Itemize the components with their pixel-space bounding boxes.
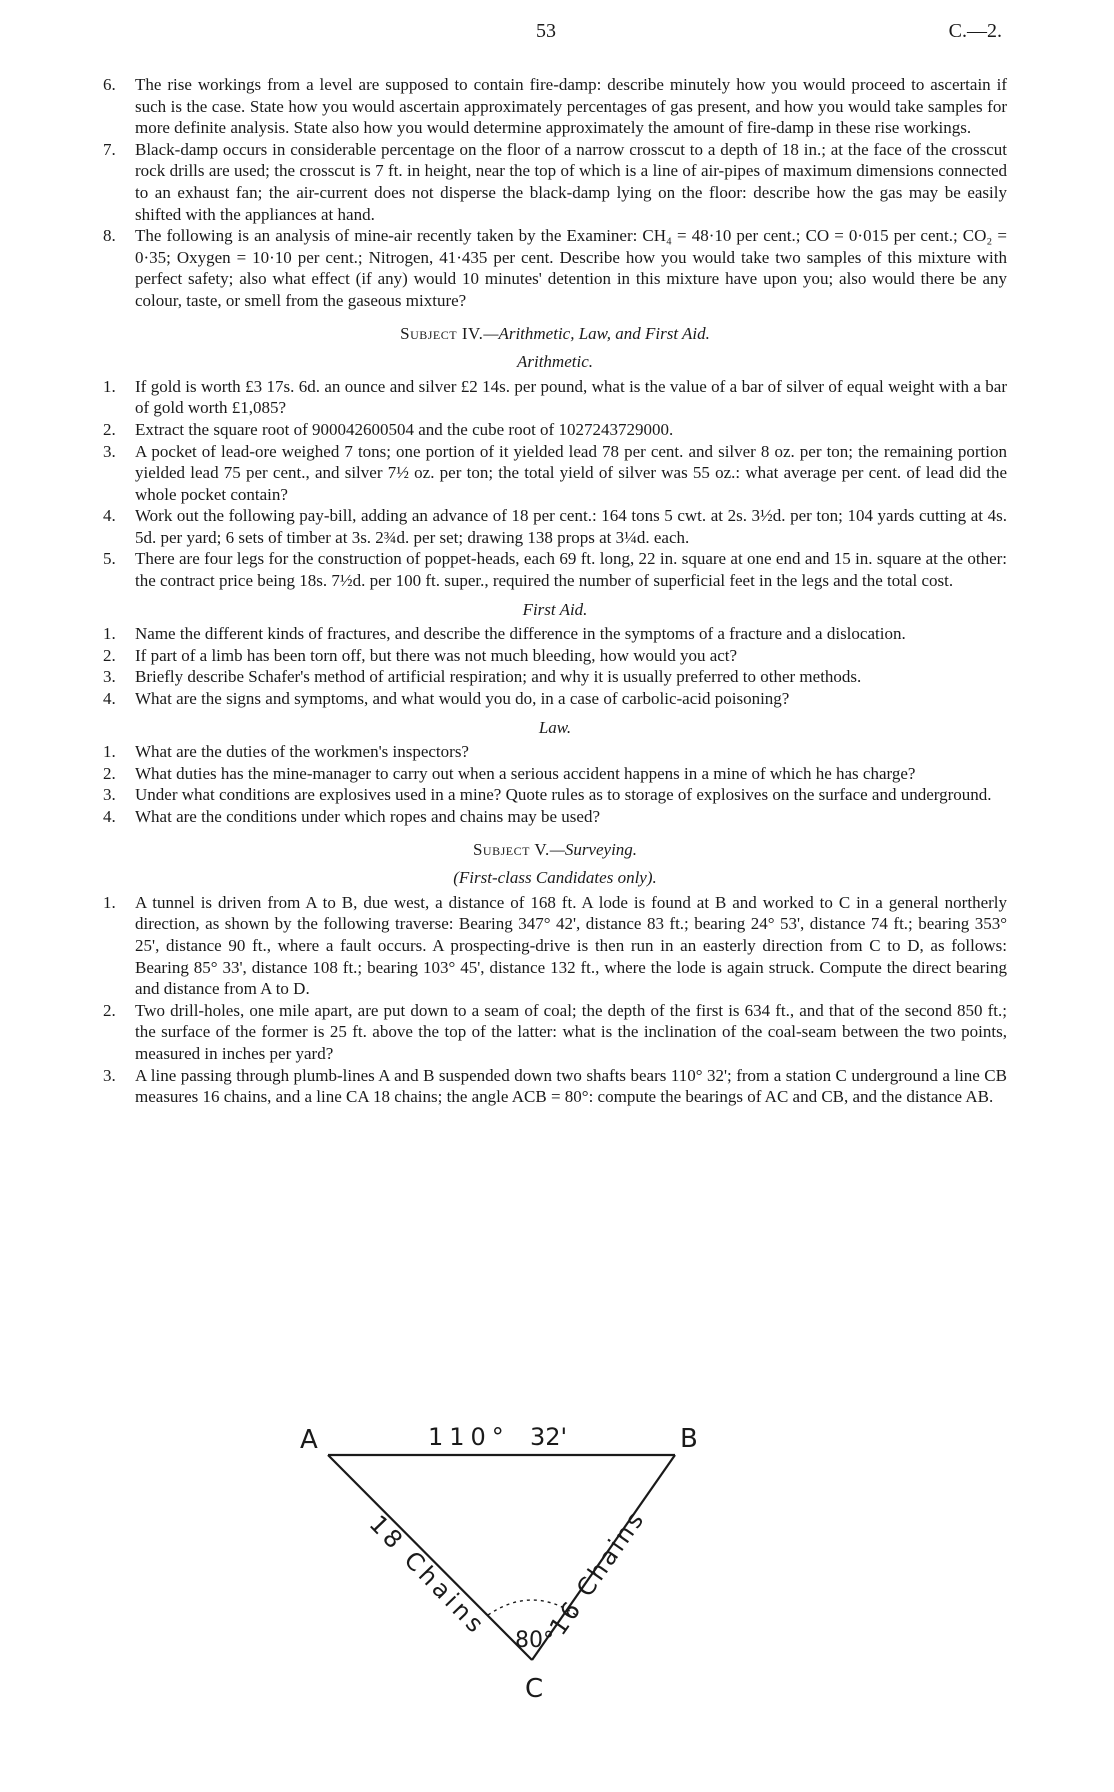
intro-question [103, 74, 1007, 139]
question-text: If gold is worth £3 17s. 6d. an ounce and silver £2 14s. per pound, what is the value of a bar of silver of equal weight with a bar of gold worth £1,085? [135, 376, 1007, 418]
question-number: 7. [103, 139, 116, 159]
intro-question [103, 139, 1007, 225]
question-text: A line passing through plumb-lines A and B suspended down two shafts bears 110° 32'; from a station C underground a line CB measures 16 chains, and a line CA 18 chains; the angle ACB = 80°: compute the bearings of AC and CB, and the distance AB. [135, 1065, 1007, 1107]
question-text: The rise workings from a level are supposed to contain fire-damp: describe minutely how you would proceed to ascertain if such is the case. State how you would ascertain approximately percentages of gas present, and how you would take samples for more definite analysis. State also how you would determine approximately the amount of fire-damp in these rise workings. [135, 75, 1007, 138]
arithmetic-question [103, 376, 1007, 419]
side-ca-label: 18 Chains [363, 1509, 492, 1641]
question-number: 1. [103, 892, 116, 912]
arithmetic-question [103, 548, 1007, 591]
law-question [103, 763, 1007, 785]
question-number: 3. [103, 441, 116, 461]
question-text: What are the signs and symptoms, and what would you do, in a case of carbolic-acid poisoning? [135, 689, 790, 709]
document-body [103, 74, 1007, 1108]
question-text: Extract the square root of 900042600504 and the cube root of 1027243729000. [135, 419, 674, 439]
question-number: 2. [103, 1000, 116, 1020]
law-questions [103, 741, 1007, 827]
question-text: If part of a limb has been torn off, but there was not much bleeding, how would you act? [135, 645, 738, 665]
intro-question [103, 225, 1007, 311]
arithmetic-question [103, 441, 1007, 506]
subject-iv-heading [103, 323, 1007, 345]
subject-v-label: Subject V. [472, 839, 550, 859]
question-number: 3. [103, 667, 116, 687]
law-question [103, 784, 1007, 806]
question-number: 4. [103, 506, 116, 526]
question-number: 5. [103, 549, 116, 569]
question-number: 2. [103, 419, 116, 439]
question-text: What are the duties of the workmen's inspectors? [135, 742, 469, 762]
page-header [0, 20, 1114, 50]
subject-v-heading [103, 839, 1007, 861]
first-aid-question [103, 666, 1007, 688]
bearing-degrees: 110° [428, 1423, 510, 1451]
triangle-svg [300, 1415, 820, 1775]
bearing-minutes: 32' [530, 1423, 568, 1451]
question-text: A pocket of lead-ore weighed 7 tons; one portion of it yielded lead 78 per cent. and silver 8 oz. per ton; the remaining portion yielded lead 75 per cent., and silver 7½ oz. per ton; the total yield of silver was 55 oz.: what average per cent. of lead did the whole pocket contain? [135, 441, 1007, 504]
label-a: A [300, 1425, 318, 1455]
intro-questions [103, 74, 1007, 312]
question-text: What are the conditions under which ropes and chains may be used? [135, 807, 600, 826]
subject-iv-title: —Arithmetic, Law, and First Aid. [483, 323, 710, 343]
question-number: 2. [103, 763, 116, 783]
first-aid-questions [103, 623, 1007, 709]
arithmetic-question [103, 419, 1007, 441]
question-number: 3. [103, 1065, 116, 1085]
surveying-questions [103, 892, 1007, 1108]
question-text: Under what conditions are explosives used in a mine? Quote rules as to storage of explosives on the surface and underground. [135, 785, 992, 805]
question-text: Briefly describe Schafer's method of artificial respiration; and why it is usually preferred to other methods. [135, 667, 862, 687]
question-number: 4. [103, 807, 116, 826]
question-text: There are four legs for the construction of poppet-heads, each 69 ft. long, 22 in. square at one end and 15 in. square at the other: the contract price being 18s. 7½d. per 100 ft. super., required the number of superficial feet in the legs and the total cost. [135, 549, 1007, 591]
surveying-question [103, 1000, 1007, 1065]
arithmetic-questions [103, 376, 1007, 592]
law-heading: Law. [538, 717, 572, 737]
law-question [103, 806, 1007, 828]
arithmetic-question [103, 505, 1007, 548]
subject-v-title: —Surveying. [549, 839, 638, 859]
label-b: B [680, 1424, 698, 1454]
question-number: 6. [103, 75, 116, 94]
surveying-subheading: (First-class Candidates only). [453, 868, 657, 888]
angle-c-label: 80° [515, 1628, 554, 1653]
page-number: 53 [536, 20, 556, 42]
question-text: The following is an analysis of mine-air recently taken by the Examiner: CH₄ = 48·10 per cent.; CO = 0·015 per cent.; CO₂ = 0·35; Oxygen = 10·10 per cent.; Nitrogen, 41·435 per cent. Describe how you would take two samples of this mixture with perfect safety; also what effect (if any) would 10 minutes' detention in this mixture have upon you; also would there be any colour, taste, or smell from the gaseous mixture? [135, 226, 1007, 310]
first-aid-question [103, 688, 1007, 710]
law-question [103, 741, 1007, 763]
surveying-question [103, 892, 1007, 1000]
surveying-question [103, 1065, 1007, 1108]
first-aid-question [103, 623, 1007, 645]
question-number: 8. [103, 226, 116, 246]
document-reference: C.—2. [948, 20, 1002, 42]
question-number: 1. [103, 742, 116, 762]
first-aid-heading: First Aid. [522, 599, 588, 619]
question-text: What duties has the mine-manager to carry out when a serious accident happens in a mine of which he has charge? [135, 763, 916, 783]
question-number: 1. [103, 376, 116, 396]
subject-iv-label: Subject IV. [400, 323, 484, 343]
question-text: Black-damp occurs in considerable percentage on the floor of a narrow crosscut to a depth of 18 in.; at the face of the crosscut rock drills are used; the crosscut is 7 ft. in height, near the top of which is a line of air-pipes of maximum dimensions connected to an exhaust fan; the air-current does not disperse the black-damp lying on the floor: describe how the gas may be easily shifted with the appliances at hand. [135, 139, 1007, 224]
first-aid-question [103, 645, 1007, 667]
question-number: 1. [103, 624, 116, 644]
question-number: 3. [103, 785, 116, 805]
question-text: Two drill-holes, one mile apart, are put down to a seam of coal; the depth of the first is 634 ft., and that of the second 850 ft.; the surface of the former is 25 ft. above the top of the latter: what is the inclination of the coal-seam between the two points, measured in inches per yard? [135, 1000, 1007, 1063]
question-text: A tunnel is driven from A to B, due west, a distance of 168 ft. A lode is found at B and worked to C in a general northerly direction, as shown by the following traverse: Bearing 347° 42', distance 83 ft.; bearing 24° 53', distance 74 ft.; bearing 353° 25', distance 90 ft., where a fault occurs. A prospecting-drive is then run in an easterly direction from C to D, as follows: Bearing 85° 33', distance 108 ft.; bearing 103° 45', distance 132 ft., where the lode is again struck. Compute the direct bearing and distance from A to D. [135, 892, 1007, 999]
question-number: 4. [103, 689, 116, 709]
side-cb-label: 16 Chains [543, 1504, 651, 1641]
label-c: C [525, 1674, 544, 1704]
question-text: Name the different kinds of fractures, and describe the difference in the symptoms of a fracture and a dislocation. [135, 624, 906, 644]
arithmetic-heading: Arithmetic. [516, 352, 593, 372]
triangle-diagram [300, 1415, 820, 1775]
question-number: 2. [103, 645, 116, 665]
question-text: Work out the following pay-bill, adding an advance of 18 per cent.: 164 tons 5 cwt. at 2s. 3½d. per ton; 104 yards cutting at 4s. 5d. per yard; 6 sets of timber at 3s. 2¾d. per set; drawing 138 props at 3¼d. each. [135, 506, 1007, 547]
